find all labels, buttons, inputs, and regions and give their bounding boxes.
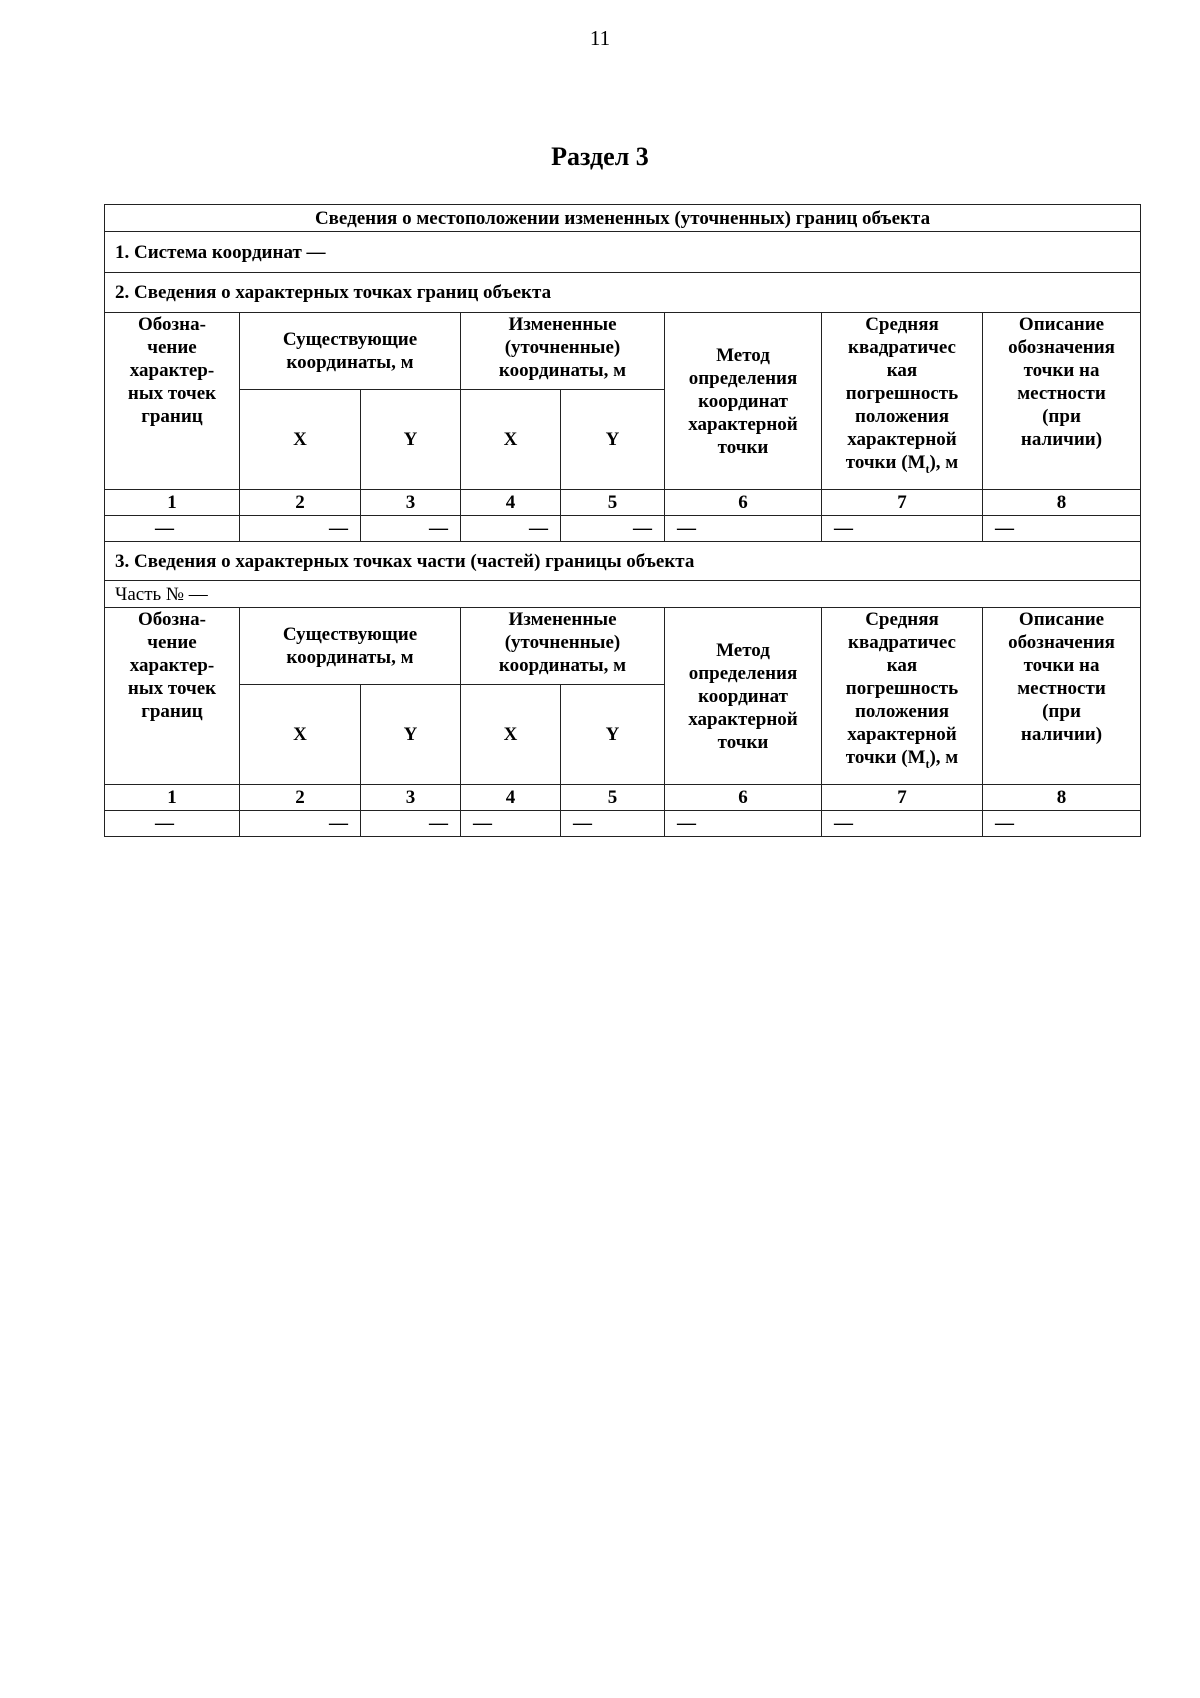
coordinate-system-row: [105, 232, 1141, 273]
table-cell: —: [240, 811, 361, 837]
table-cell: —: [665, 516, 822, 542]
column-number: 1: [105, 490, 240, 516]
column-number-row: [105, 785, 1141, 811]
table-cell: —: [822, 516, 983, 542]
table-cell: —: [105, 811, 240, 837]
header-existing-coordinates: Существующие координаты, м: [240, 608, 461, 685]
part-number-row: [105, 581, 1141, 608]
column-number: 2: [240, 490, 361, 516]
coordinate-system-label: 1. Система координат —: [105, 232, 1141, 273]
column-number: 1: [105, 785, 240, 811]
header-changed-y: Y: [561, 390, 665, 490]
header-changed-y: Y: [561, 685, 665, 785]
header-existing-y: Y: [361, 685, 461, 785]
table-row: [105, 516, 1141, 542]
column-number-row: [105, 490, 1141, 516]
table-cell: —: [822, 811, 983, 837]
header-existing-x: X: [240, 685, 361, 785]
header-mean-square-error: Средняя квадратичес кая погрешность положения характерной точки $(M_t)$, м: [822, 313, 983, 490]
table-title-row: [105, 205, 1141, 232]
header-changed-coordinates: Измененные (уточненные) координаты, м: [461, 608, 665, 685]
table-cell: —: [461, 811, 561, 837]
table-cell: —: [561, 516, 665, 542]
points-section-row: [105, 273, 1141, 313]
column-number: 8: [983, 490, 1141, 516]
part-number-label: Часть № —: [105, 581, 1141, 608]
header-point-description: Описание обозначения точки на местности (при наличии): [983, 608, 1141, 785]
section-title: Раздел 3: [551, 142, 649, 171]
header-method: Метод определения координат характерной точки: [665, 313, 822, 490]
header-existing-coordinates: Существующие координаты, м: [240, 313, 461, 390]
table-cell: —: [461, 516, 561, 542]
page-number: 11: [589, 26, 611, 50]
column-number: 3: [361, 490, 461, 516]
header-mean-square-error: Средняя квадратичес кая погрешность положения характерной точки $(M_t)$, м: [822, 608, 983, 785]
header-row: [105, 313, 1141, 390]
column-number: 6: [665, 490, 822, 516]
header-row: [105, 608, 1141, 685]
header-changed-coordinates: Измененные (уточненные) координаты, м: [461, 313, 665, 390]
boundary-table: [104, 204, 1141, 837]
header-changed-x: X: [461, 390, 561, 490]
table-cell: —: [105, 516, 240, 542]
column-number: 7: [822, 785, 983, 811]
table-row: [105, 811, 1141, 837]
column-number: 4: [461, 785, 561, 811]
table-title: Сведения о местоположении измененных (уточненных) границ объекта: [105, 205, 1141, 232]
part-points-section-row: [105, 542, 1141, 581]
table-cell: —: [983, 811, 1141, 837]
column-number: 3: [361, 785, 461, 811]
table-cell: —: [561, 811, 665, 837]
part-points-section-label: 3. Сведения о характерных точках части (частей) границы объекта: [105, 542, 1141, 581]
header-point-description: Описание обозначения точки на местности (при наличии): [983, 313, 1141, 490]
table-cell: —: [361, 516, 461, 542]
header-method: Метод определения координат характерной точки: [665, 608, 822, 785]
column-number: 5: [561, 490, 665, 516]
column-number: 6: [665, 785, 822, 811]
table-cell: —: [665, 811, 822, 837]
column-number: 4: [461, 490, 561, 516]
column-number: 5: [561, 785, 665, 811]
header-existing-y: Y: [361, 390, 461, 490]
table-cell: —: [240, 516, 361, 542]
column-number: 8: [983, 785, 1141, 811]
header-point-designation: Обозна- чение характер- ных точек границ: [105, 608, 240, 785]
header-point-designation: Обозна- чение характер- ных точек границ: [105, 313, 240, 490]
column-number: 7: [822, 490, 983, 516]
table-cell: —: [361, 811, 461, 837]
points-section-label: 2. Сведения о характерных точках границ объекта: [105, 273, 1141, 313]
table-cell: —: [983, 516, 1141, 542]
column-number: 2: [240, 785, 361, 811]
header-changed-x: X: [461, 685, 561, 785]
header-existing-x: X: [240, 390, 361, 490]
